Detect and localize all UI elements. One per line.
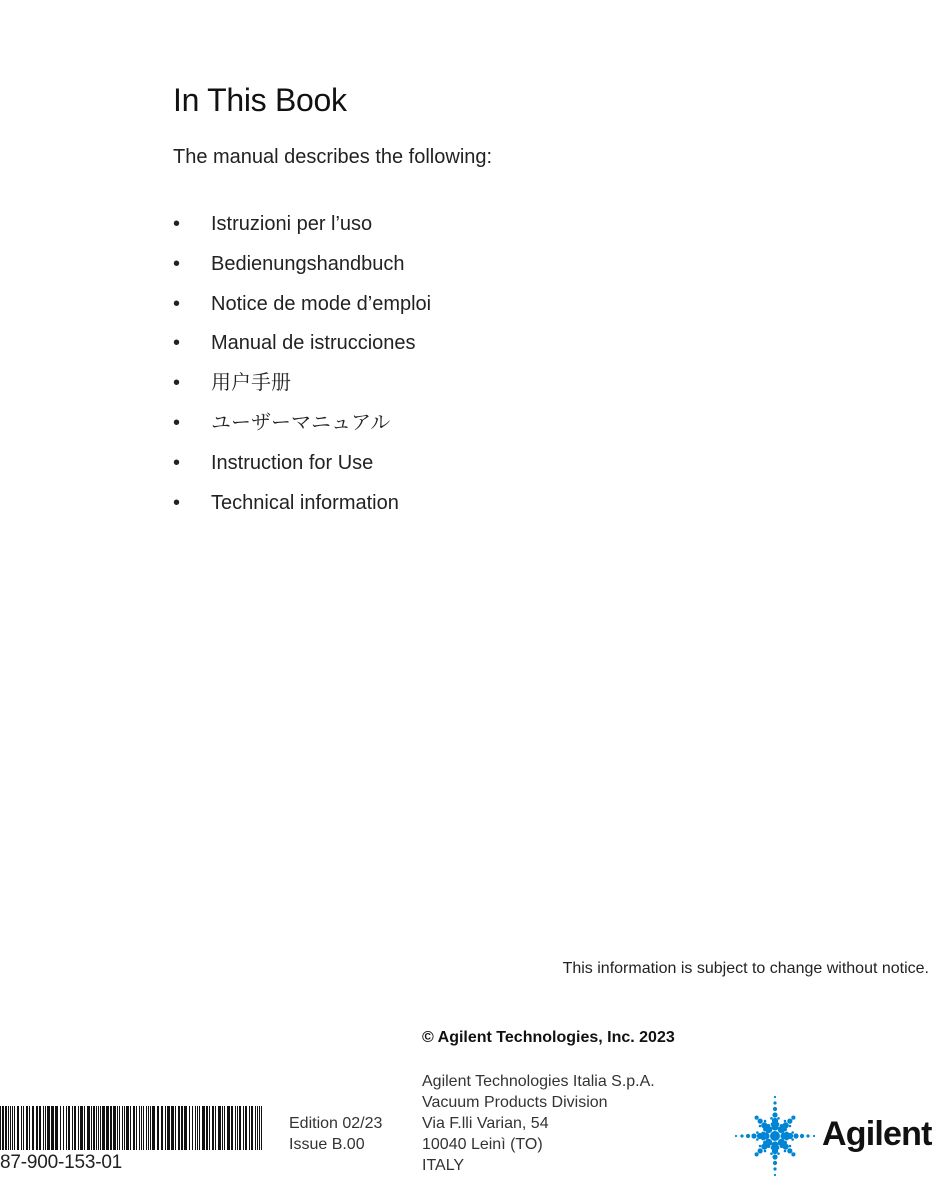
list-item [173, 368, 431, 408]
list-item-text: Manual de istrucciones [211, 332, 416, 355]
page-title: In This Book [173, 82, 347, 118]
bullet-icon: • [173, 411, 181, 434]
list-item [173, 408, 431, 448]
address-line: Via F.lli Varian, 54 [422, 1115, 549, 1132]
list-item [173, 209, 431, 249]
company-address [422, 1071, 655, 1176]
bullet-icon: • [173, 451, 181, 474]
edition-label: Edition 02/23 [289, 1115, 383, 1132]
list-item-text: Istruzioni per l’uso [211, 213, 373, 235]
bullet-icon: • [173, 292, 181, 315]
agilent-spark-logo-icon [733, 1094, 817, 1178]
bullet-icon: • [173, 491, 181, 514]
list-item-text: Bedienungshandbuch [211, 252, 405, 275]
list-item-text: Notice de mode d’emploi [211, 292, 432, 315]
address-line: Agilent Technologies Italia S.p.A. [422, 1073, 655, 1090]
bullet-icon: • [173, 372, 181, 395]
list-item [173, 249, 431, 289]
bullet-icon: • [173, 332, 181, 355]
barcode-icon [0, 1106, 262, 1150]
contents-list [173, 209, 431, 527]
list-item [173, 448, 431, 488]
list-item [173, 289, 431, 329]
change-notice: This information is subject to change without notice. [562, 960, 929, 977]
list-item-text: Instruction for Use [211, 451, 374, 474]
list-item-text: ユーザーマニュアル [211, 411, 391, 434]
list-item-text: Technical information [211, 491, 399, 514]
edition-info [289, 1113, 382, 1155]
list-item-text: 用户手册 [211, 372, 291, 395]
intro-text: The manual describes the following: [173, 146, 493, 168]
list-item [173, 488, 431, 528]
bullet-icon: • [173, 213, 181, 235]
list-item [173, 328, 431, 368]
part-number: 87-900-153-01 [0, 1152, 123, 1173]
copyright: © Agilent Technologies, Inc. 2023 [422, 1029, 675, 1046]
address-line: ITALY [422, 1157, 465, 1174]
issue-label: Issue B.00 [289, 1136, 365, 1153]
logo-wordmark: Agilent [822, 1115, 932, 1153]
address-line: 10040 Leinì (TO) [422, 1136, 543, 1153]
bullet-icon: • [173, 252, 181, 275]
address-line: Vacuum Products Division [422, 1094, 608, 1111]
